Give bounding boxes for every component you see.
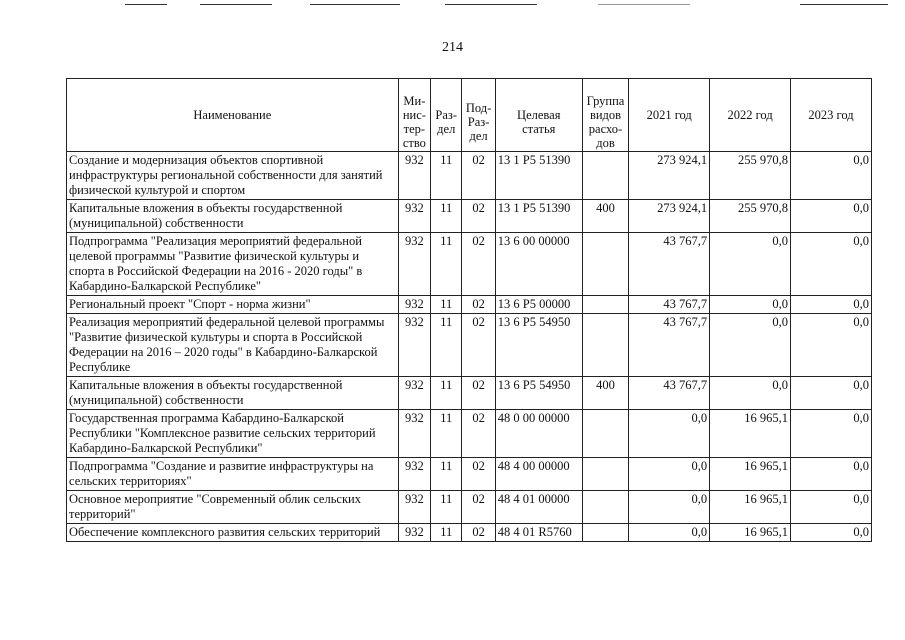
header-name (67, 79, 399, 152)
row-target: 13 1 Р5 51390 (495, 200, 582, 233)
scan-edge-line (598, 4, 690, 5)
row-2021: 43 767,7 (629, 296, 710, 314)
table-row (67, 377, 872, 410)
row-section: 11 (431, 491, 462, 524)
row-name: Капитальные вложения в объекты государственной (муниципальной) собственности (67, 377, 399, 410)
row-ministry: 932 (398, 152, 430, 200)
header-text: Целевая статья (517, 108, 561, 136)
row-target: 48 4 01 R5760 (495, 524, 582, 542)
row-expense-group (582, 410, 629, 458)
header-text: Наименование (193, 108, 272, 122)
scan-edge-line (445, 4, 537, 5)
row-ministry: 932 (398, 296, 430, 314)
table-row (67, 233, 872, 296)
row-expense-group: 400 (582, 200, 629, 233)
row-name: Подпрограмма "Реализация мероприятий федеральной целевой программы "Развитие физической культуры и спорта в Российской Федерации на 2016 - 2020 годы" в Кабардино-Балкарской Республике" (67, 233, 399, 296)
row-2022: 255 970,8 (710, 152, 791, 200)
row-name: Реализация мероприятий федеральной целевой программы "Развитие физической культуры и спорта в Российской Федерации на 2016 – 2020 годы" в Кабардино-Балкарской Республике (67, 314, 399, 377)
scan-edge-line (200, 4, 272, 5)
row-2023: 0,0 (791, 296, 872, 314)
row-subsection: 02 (462, 458, 495, 491)
row-name: Государственная программа Кабардино-Балкарской Республики "Комплексное развитие сельских территорий Кабардино-Балкарской Республики" (67, 410, 399, 458)
table-row (67, 410, 872, 458)
row-target: 13 6 Р5 00000 (495, 296, 582, 314)
page-number: 214 (442, 40, 463, 55)
row-subsection: 02 (462, 524, 495, 542)
row-2023: 0,0 (791, 152, 872, 200)
row-2021: 0,0 (629, 458, 710, 491)
row-2023: 0,0 (791, 524, 872, 542)
row-2022: 0,0 (710, 233, 791, 296)
row-ministry: 932 (398, 314, 430, 377)
row-ministry: 932 (398, 200, 430, 233)
row-2021: 0,0 (629, 524, 710, 542)
row-2021: 273 924,1 (629, 200, 710, 233)
header-2023 (791, 79, 872, 152)
row-target: 13 1 Р5 51390 (495, 152, 582, 200)
row-name: Региональный проект "Спорт - норма жизни" (67, 296, 399, 314)
row-2023: 0,0 (791, 491, 872, 524)
row-ministry: 932 (398, 233, 430, 296)
row-2023: 0,0 (791, 200, 872, 233)
row-expense-group (582, 314, 629, 377)
row-target: 48 4 00 00000 (495, 458, 582, 491)
row-section: 11 (431, 314, 462, 377)
row-expense-group (582, 491, 629, 524)
row-name: Капитальные вложения в объекты государственной (муниципальной) собственности (67, 200, 399, 233)
row-subsection: 02 (462, 152, 495, 200)
row-2022: 16 965,1 (710, 410, 791, 458)
row-2022: 255 970,8 (710, 200, 791, 233)
row-target: 13 6 00 00000 (495, 233, 582, 296)
header-text: Под- Раз- дел (465, 101, 492, 143)
row-section: 11 (431, 410, 462, 458)
header-target (495, 79, 582, 152)
row-section: 11 (431, 296, 462, 314)
row-ministry: 932 (398, 377, 430, 410)
row-expense-group: 400 (582, 377, 629, 410)
budget-table (66, 78, 872, 542)
row-2021: 43 767,7 (629, 233, 710, 296)
header-section (431, 79, 462, 152)
table-row (67, 200, 872, 233)
row-section: 11 (431, 524, 462, 542)
row-ministry: 932 (398, 458, 430, 491)
row-expense-group (582, 233, 629, 296)
row-2023: 0,0 (791, 410, 872, 458)
row-section: 11 (431, 458, 462, 491)
header-expense-group (582, 79, 629, 152)
row-expense-group (582, 458, 629, 491)
header-2022 (710, 79, 791, 152)
header-2021 (629, 79, 710, 152)
row-target: 48 4 01 00000 (495, 491, 582, 524)
row-target: 48 0 00 00000 (495, 410, 582, 458)
row-2022: 16 965,1 (710, 524, 791, 542)
row-2021: 43 767,7 (629, 377, 710, 410)
table-row (67, 152, 872, 200)
header-text: 2021 год (646, 108, 692, 122)
row-ministry: 932 (398, 491, 430, 524)
row-subsection: 02 (462, 200, 495, 233)
table-row (67, 458, 872, 491)
row-2022: 16 965,1 (710, 458, 791, 491)
row-subsection: 02 (462, 233, 495, 296)
row-2021: 43 767,7 (629, 314, 710, 377)
row-section: 11 (431, 152, 462, 200)
row-section: 11 (431, 200, 462, 233)
row-target: 13 6 Р5 54950 (495, 314, 582, 377)
row-ministry: 932 (398, 410, 430, 458)
row-subsection: 02 (462, 410, 495, 458)
row-expense-group (582, 296, 629, 314)
row-subsection: 02 (462, 377, 495, 410)
table-row (67, 296, 872, 314)
row-2022: 0,0 (710, 296, 791, 314)
header-text: Ми- нис- тер- ство (402, 94, 426, 150)
row-name: Основное мероприятие "Современный облик сельских территорий" (67, 491, 399, 524)
row-subsection: 02 (462, 314, 495, 377)
row-name: Подпрограмма "Создание и развитие инфраструктуры на сельских территориях" (67, 458, 399, 491)
row-2021: 0,0 (629, 491, 710, 524)
row-2023: 0,0 (791, 314, 872, 377)
row-2021: 273 924,1 (629, 152, 710, 200)
row-subsection: 02 (462, 296, 495, 314)
row-expense-group (582, 524, 629, 542)
scan-edge-line (800, 4, 888, 5)
row-section: 11 (431, 233, 462, 296)
row-target: 13 6 Р5 54950 (495, 377, 582, 410)
row-expense-group (582, 152, 629, 200)
row-2023: 0,0 (791, 458, 872, 491)
row-ministry: 932 (398, 524, 430, 542)
row-name: Создание и модернизация объектов спортивной инфраструктуры региональной собственности для занятий физической культурой и спортом (67, 152, 399, 200)
header-text: 2022 год (727, 108, 773, 122)
scan-edge-line (310, 4, 400, 5)
header-subsection (462, 79, 495, 152)
row-section: 11 (431, 377, 462, 410)
table-row (67, 524, 872, 542)
scan-edge-line (125, 4, 167, 5)
header-ministry (398, 79, 430, 152)
header-text: Группа видов расхо- дов (586, 94, 625, 150)
row-2021: 0,0 (629, 410, 710, 458)
header-text: Раз- дел (435, 108, 458, 136)
row-2023: 0,0 (791, 233, 872, 296)
table-row (67, 314, 872, 377)
table-header-row (67, 79, 872, 152)
row-2022: 16 965,1 (710, 491, 791, 524)
row-2022: 0,0 (710, 377, 791, 410)
row-name: Обеспечение комплексного развития сельских территорий (67, 524, 399, 542)
header-text: 2023 год (808, 108, 854, 122)
row-2022: 0,0 (710, 314, 791, 377)
row-2023: 0,0 (791, 377, 872, 410)
table-row (67, 491, 872, 524)
row-subsection: 02 (462, 491, 495, 524)
